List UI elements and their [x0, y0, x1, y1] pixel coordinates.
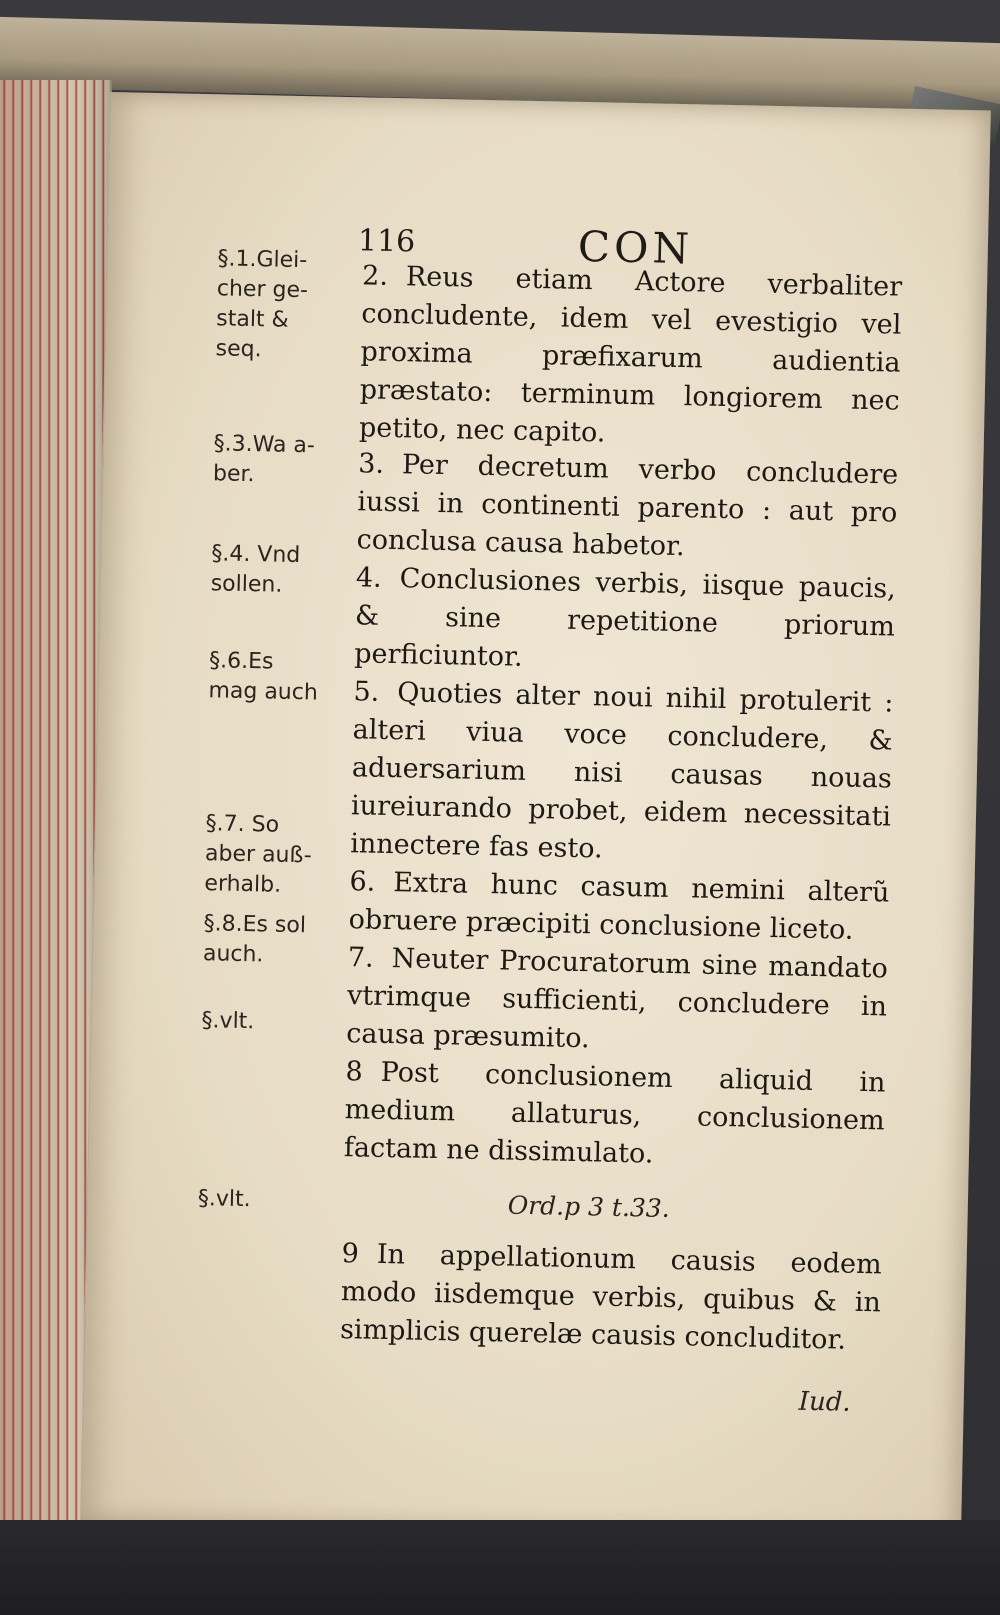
paragraph [348, 863, 889, 950]
paragraph-number: 3. [357, 448, 385, 480]
book-page [80, 92, 991, 1540]
background-bottom [0, 1520, 1000, 1615]
margin-note: §.7. So aber auß- erhalb. [204, 811, 312, 898]
paragraph-text: Quoties alter noui nihil protulerit : alteri viua voce concludere, & aduersarium nisi causas nouas iureiurando probet, eidem necessitati innectere fas esto. [349, 677, 894, 865]
paragraph-text: Post conclusionem aliquid in medium allaturus, conclusionem factam ne dissimulato. [343, 1056, 886, 1170]
margin-note: §.8.Es sol auch. [202, 911, 307, 968]
paragraph [344, 1053, 886, 1178]
paragraph-text: Neuter Procuratorum sine mandato vtrimque sufficienti, concludere in causa præsumito. [346, 943, 889, 1055]
running-head: CON [577, 221, 694, 274]
margin-note: §.1.Glei- cher ge- stalt & seq. [215, 246, 309, 363]
margin-note: §.vlt. [197, 1186, 251, 1213]
margin-note: §.4. Vnd sollen. [210, 541, 301, 598]
citation: Ord.p 3 t.33. [507, 1190, 670, 1223]
paragraph-number: 8 [345, 1056, 364, 1088]
paragraph-text: Conclusiones verbis, iisque paucis, & sine repetitione priorum perficiuntor. [353, 563, 897, 673]
paragraph [346, 939, 888, 1064]
paragraph-text: Per decretum verbo concludere iussi in continenti parento : aut pro conclusa causa habetor. [356, 449, 899, 563]
margin-note: §.vlt. [201, 1008, 255, 1035]
paragraph-number: 9 [341, 1238, 360, 1270]
paragraph [356, 445, 898, 570]
paragraph-number: 7. [347, 942, 375, 974]
paragraph-text: Extra hunc casum nemini alterũ obruere præcipiti conclusione liceto. [348, 867, 890, 946]
paragraph [354, 559, 896, 684]
paragraph-text: Reus etiam Actore verbaliter concludente, idem vel evestigio vel proxima præfixarum audientia præstato: terminum longiorem nec petito, nec capito. [358, 261, 903, 449]
margin-note: §.6.Es mag auch [208, 648, 319, 706]
catchword: Iud. [798, 1386, 851, 1418]
paragraph [340, 1235, 882, 1360]
page-number: 116 [357, 223, 416, 260]
paragraph-number: 2. [361, 260, 389, 292]
margin-note: §.3.Wa a- ber. [212, 431, 316, 488]
paragraph-number: 5. [353, 676, 380, 708]
paragraph-text: In appellationum causis eodem modo iisdemque verbis, quibus & in simplicis querelæ causis concluditor. [339, 1238, 882, 1356]
paragraph-number: 6. [349, 866, 376, 898]
paragraph [359, 257, 903, 458]
paragraph-number: 4. [355, 562, 382, 594]
paragraph [350, 673, 894, 874]
